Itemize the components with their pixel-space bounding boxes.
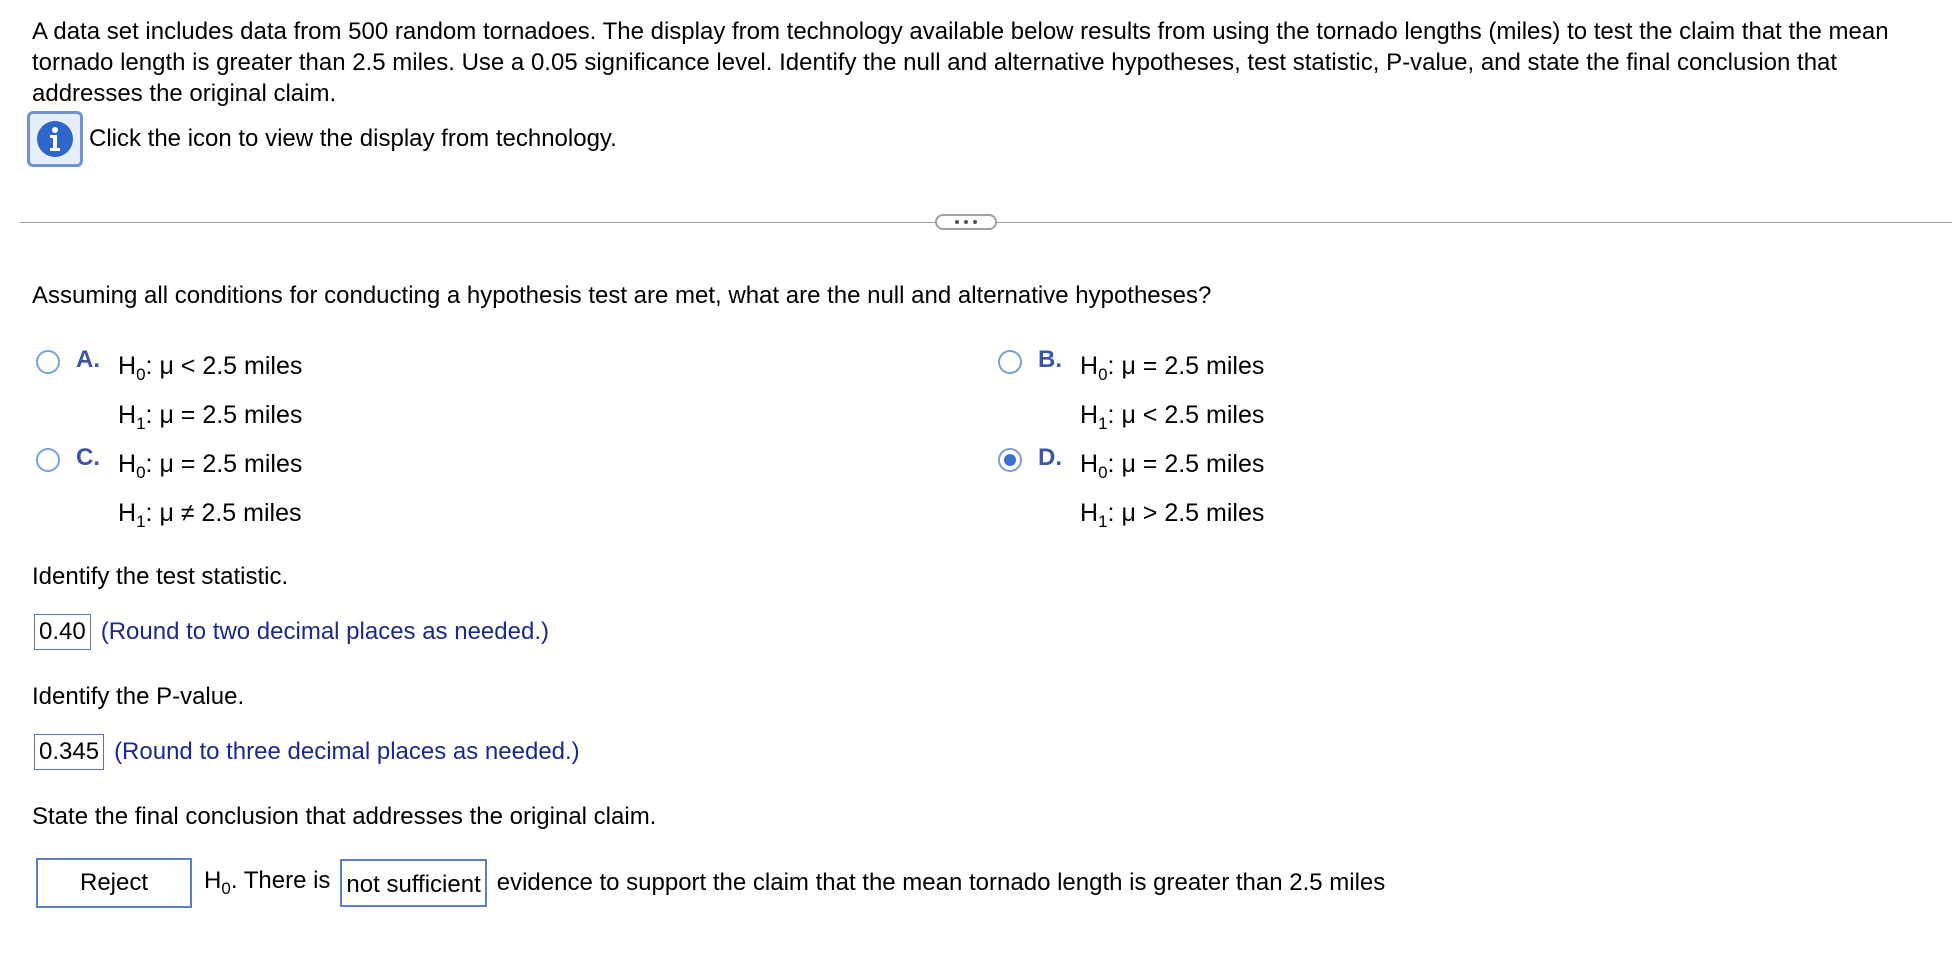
option-c-letter: C. — [76, 444, 100, 471]
question-3-prompt: Identify the P-value. — [32, 683, 245, 710]
option-d-hypotheses: $H_0$: μ = 2.5 miles $H_1$: μ > 2.5 miles — [1080, 450, 1265, 531]
option-d-h1: μ > 2.5 miles — [1121, 499, 1265, 527]
conclusion-text-2: evidence to support the claim that the mean tornado length is greater than 2.5 miles — [496, 869, 1386, 896]
question-4-prompt: State the final conclusion that addresses the original claim. — [32, 803, 657, 830]
option-a[interactable] — [36, 346, 302, 444]
option-b-h1: μ < 2.5 miles — [1121, 401, 1265, 429]
more-dots-button[interactable] — [935, 214, 997, 230]
p-value-row — [34, 734, 580, 770]
option-c[interactable] — [36, 444, 302, 542]
option-a-h0: μ < 2.5 miles — [159, 352, 303, 380]
option-c-h1: μ ≠ 2.5 miles — [159, 499, 302, 527]
option-a-hypotheses: $H_0$: μ < 2.5 miles $H_1$: μ = 2.5 miles — [118, 352, 303, 433]
option-d[interactable] — [998, 444, 1264, 542]
h-sub: 0 — [221, 879, 231, 898]
option-c-hypotheses: $H_0$: μ = 2.5 miles $H_1$: μ ≠ 2.5 miles — [118, 450, 303, 531]
option-a-h1: μ = 2.5 miles — [159, 401, 303, 429]
info-icon — [36, 120, 74, 158]
option-d-letter: D. — [1038, 444, 1062, 471]
info-button[interactable] — [27, 111, 83, 167]
test-statistic-row — [34, 614, 549, 650]
question-1-prompt: Assuming all conditions for conducting a hypothesis test are met, what are the null and alternative hypotheses? — [32, 282, 1212, 309]
option-c-radio[interactable] — [36, 448, 60, 472]
option-b[interactable] — [998, 346, 1264, 444]
question-2-prompt: Identify the test statistic. — [32, 563, 289, 590]
option-d-radio[interactable] — [998, 448, 1022, 472]
decision-dropdown[interactable]: Reject — [36, 858, 192, 908]
test-statistic-input[interactable]: 0.40 — [34, 614, 91, 650]
p-value-input[interactable]: 0.345 — [34, 734, 104, 770]
info-text: Click the icon to view the display from technology. — [89, 125, 617, 152]
problem-intro: A data set includes data from 500 random tornadoes. The display from technology available below results from using the tornado lengths (miles) to test the claim that the mean tornado length is greater than 2.5 miles. Use a 0.05 significance level. Identify the null and alternative hypotheses, test statistic, P-value, and state the final conclusion that addresses the original claim. — [32, 18, 1889, 107]
dot-icon — [973, 220, 977, 224]
radio-selected-dot — [1004, 454, 1016, 466]
option-c-h0: μ = 2.5 miles — [159, 450, 303, 478]
option-b-hypotheses: $H_0$: μ = 2.5 miles $H_1$: μ < 2.5 miles — [1080, 352, 1265, 433]
dot-icon — [955, 220, 959, 224]
sufficiency-dropdown[interactable]: not sufficient — [340, 859, 486, 907]
h-label: H — [204, 867, 222, 894]
conclusion-part1: . There is — [230, 867, 331, 894]
info-row — [27, 111, 617, 167]
conclusion-text-1 — [204, 867, 330, 899]
option-a-radio[interactable] — [36, 350, 60, 374]
test-statistic-hint: (Round to two decimal places as needed.) — [100, 618, 549, 645]
conclusion-row — [36, 858, 1385, 908]
option-a-letter: A. — [76, 346, 100, 373]
p-value-hint: (Round to three decimal places as needed.) — [114, 738, 580, 765]
dot-icon — [964, 220, 968, 224]
option-b-h0: μ = 2.5 miles — [1121, 352, 1265, 380]
option-d-h0: μ = 2.5 miles — [1121, 450, 1265, 478]
option-b-radio[interactable] — [998, 350, 1022, 374]
option-b-letter: B. — [1038, 346, 1062, 373]
